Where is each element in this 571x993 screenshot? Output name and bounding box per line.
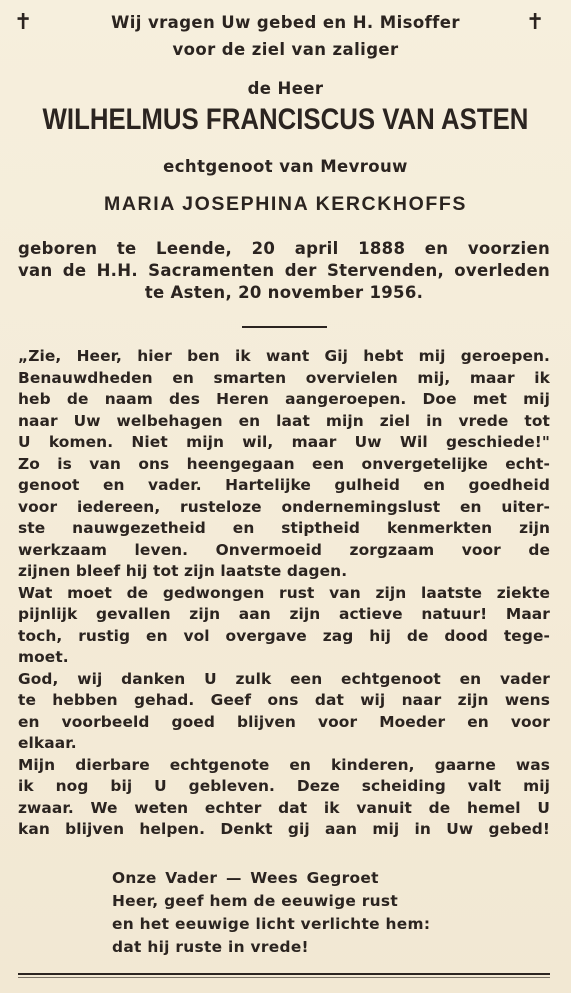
birth-death-block [18,238,550,304]
bottom-rule [18,973,550,975]
birth-line-2: van de H.H. Sacramenten der Stervenden, overleden [18,261,550,280]
title-prefix: de Heer [247,79,324,98]
text-line: elkaar. [18,734,77,752]
text-line: naar Uw welbehagen en laat mijn ziel in vrede tot [18,411,550,430]
text-line: pijnlijk gevallen zijn aan zijn actieve natuur! Maar [18,605,550,623]
text-line: ik nog bij U gebleven. Deze scheiding valt mij [18,777,550,795]
birth-line-1: geboren te Leende, 20 april 1888 en voorzien [18,239,550,258]
intro-line-2: voor de ziel van zaliger [172,40,399,59]
bottom-rule-thin [18,977,550,978]
text-line: „Zie, Heer, hier ben ik want Gij hebt mij geroepen. [18,347,550,365]
prayer-line-1: Heer, geef hem de eeuwige rust [112,892,399,910]
text-line: heb de naam des Heren aangeroepen. Doe met mij [18,390,550,408]
text-line: kan blijven helpen. Denkt gij aan mij in Uw gebed! [18,820,550,838]
prayer-line-3: dat hij ruste in vrede! [112,938,309,956]
cross-icon-left: ✝ [14,10,33,35]
text-line: toch, rustig en vol overgave zag hij de dood tege- [18,626,550,645]
spouse-prefix: echtgenoot van Mevrouw [163,157,408,176]
text-line: Benauwdheden en smarten overvielen mij, maar ik [18,368,550,387]
text-line: God, wij danken U zulk een echtgenoot en vader [18,669,550,688]
prayer-heading: Onze Vader — Wees Gegroet [112,869,379,887]
text-line: te hebben gehad. Geef ons dat wij naar zijn wens [18,691,550,709]
text-line: en voorbeeld goed blijven voor Moeder en voor [18,712,550,731]
text-line: moet. [18,648,69,666]
cross-icon-right: ✝ [526,10,545,35]
text-line: werkzaam leven. Onvermoeid zorgzaam voor de [18,540,550,559]
text-line: ste nauwgezetheid en stiptheid kenmerkten zijn [18,519,550,537]
memorial-text [18,346,550,841]
text-line: Mijn dierbare echtgenote en kinderen, gaarne was [18,755,550,774]
text-line: U komen. Niet mijn wil, maar Uw Wil geschiede!" [18,433,550,451]
divider-short [242,326,327,328]
intro-line-1: Wij vragen Uw gebed en H. Misoffer [111,13,460,32]
text-line: voor iedereen, rusteloze ondernemingslust en uiter- [18,497,550,516]
spouse-name: MARIA JOSEPHINA KERCKHOFFS [103,193,467,215]
text-line: genoot en vader. Hartelijke gulheid en goedheid [18,476,550,494]
prayer-line-2: en het eeuwige licht verlichte hem: [112,915,431,933]
prayer-block [112,867,512,959]
deceased-name: WILHELMUS FRANCISCUS VAN ASTEN [42,103,529,136]
text-line: Wat moet de gedwongen rust van zijn laatste ziekte [18,583,550,602]
text-line: zwaar. We weten echter dat ik vanuit de hemel U [18,798,550,817]
text-line: zijnen bleef hij tot zijn laatste dagen. [18,562,348,580]
birth-line-3: te Asten, 20 november 1956. [144,283,424,302]
text-line: Zo is van ons heengegaan een onvergetelijke echt- [18,454,550,473]
